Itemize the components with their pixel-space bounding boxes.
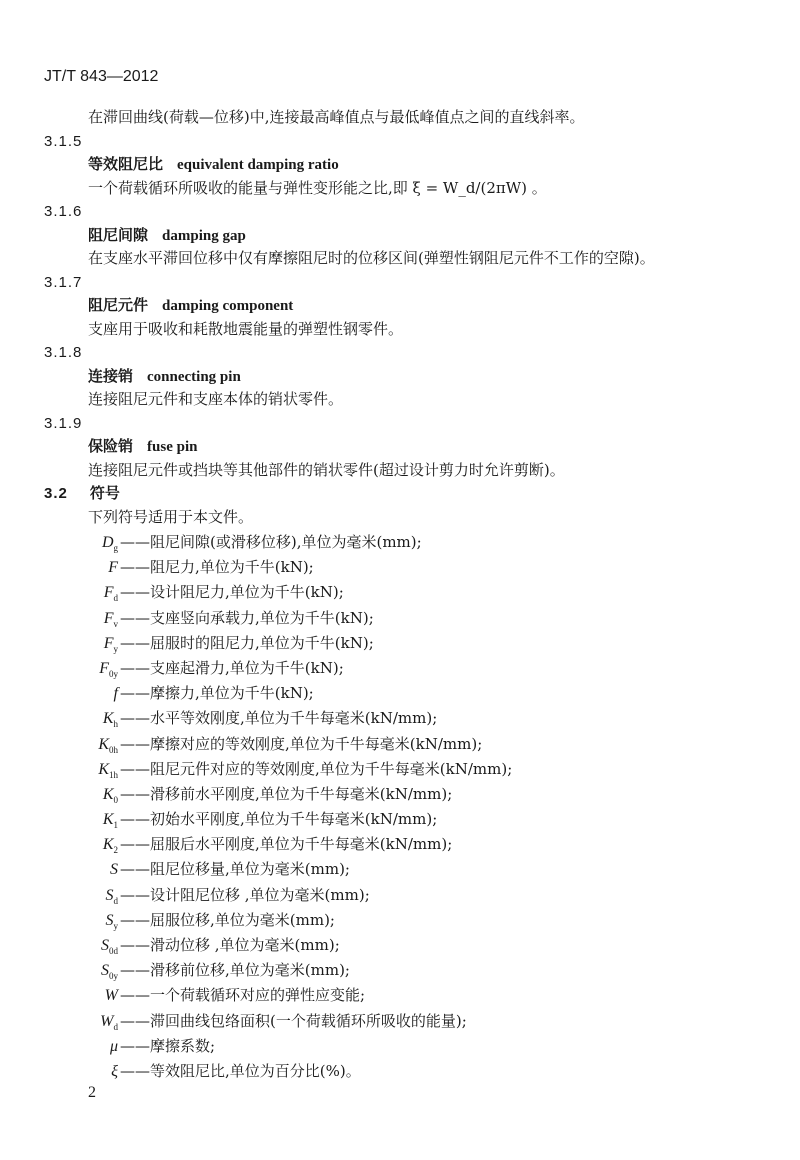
symbol-subscript: y [113, 643, 118, 654]
symbol-letter: F [99, 659, 109, 677]
symbol-description: ——摩擦系数; [120, 1036, 216, 1055]
symbol-row [60, 656, 512, 681]
symbol [60, 807, 118, 832]
symbol-row [60, 555, 512, 580]
symbol [60, 530, 118, 555]
symbol-description: ——初始水平刚度,单位为千牛每毫米(kN/mm); [120, 810, 438, 829]
symbol [60, 706, 118, 731]
symbol-subscript: 0h [109, 744, 118, 755]
symbol-row [60, 983, 512, 1008]
symbol-subscript: d [113, 895, 118, 906]
symbol-subscript: 2 [113, 845, 118, 856]
symbol-letter: K [102, 710, 114, 728]
symbol-description: ——滑动位移 ,单位为毫米(mm); [120, 936, 340, 954]
document-header: JT/T 843—2012 [44, 68, 159, 85]
term-heading [44, 153, 764, 177]
symbol-letter: F [108, 559, 118, 577]
term-chinese: 保险销 [88, 437, 134, 455]
symbols-intro: 下列符号适用于本文件。 [88, 507, 254, 526]
symbol-description: ——滑移前位移,单位为毫米(mm); [120, 961, 350, 980]
symbol [60, 832, 118, 857]
symbol-description: ——阻尼间隙(或滑移位移),单位为毫米(mm); [120, 533, 422, 551]
symbol-letter: F [103, 609, 114, 627]
symbol-letter: μ [109, 1037, 118, 1055]
term-definition: 支座用于吸收和耗散地震能量的弹塑性钢零件。 [88, 319, 404, 338]
section-number: 3.1.6 [44, 203, 83, 220]
symbol-letter: W [104, 987, 118, 1005]
symbol [60, 732, 118, 757]
intro-line: 在滞回曲线(荷载—位移)中,连接最高峰值点与最低峰值点之间的直线斜率。 [88, 108, 585, 126]
symbol-description: ——等效阻尼比,单位为百分比(%)。 [120, 1061, 361, 1080]
symbol-subscript: 1 [113, 820, 118, 831]
symbol [60, 555, 118, 580]
term-heading [44, 224, 764, 248]
symbol-row [60, 606, 512, 631]
term-definition: 连接阻尼元件和支座本体的销状零件。 [88, 390, 344, 408]
symbol-letter: S [101, 937, 109, 954]
symbol-description: ——一个荷载循环对应的弹性应变能; [120, 986, 366, 1005]
symbol [60, 857, 118, 882]
symbol-description: ——摩擦力,单位为千牛(kN); [120, 684, 314, 703]
section-number: 3.1.7 [44, 273, 83, 291]
term-english: equivalent damping ratio [177, 157, 339, 173]
symbol-description: ——滑移前水平刚度,单位为千牛每毫米(kN/mm); [120, 784, 453, 803]
symbol-row [60, 1059, 512, 1084]
symbol-row [60, 908, 512, 933]
symbols-heading-title: 符号 [89, 484, 120, 502]
term-english: fuse pin [147, 439, 198, 455]
symbol-row [60, 1009, 512, 1034]
symbol-subscript: d [113, 1021, 118, 1032]
symbol-row [60, 782, 512, 807]
symbols-heading-number: 3.2 [44, 485, 68, 502]
symbol-letter: f [113, 685, 118, 703]
symbol-description: ——阻尼位移量,单位为毫米(mm); [120, 860, 350, 879]
symbol [60, 1034, 118, 1059]
symbol-row [60, 757, 512, 782]
symbol-description: ——支座起滑力,单位为千牛(kN); [120, 658, 344, 677]
symbol-subscript: g [113, 543, 118, 554]
section-number: 3.1.8 [44, 344, 83, 361]
symbols-heading [44, 482, 764, 506]
symbol [60, 1009, 118, 1034]
symbol-letter: F [103, 584, 114, 602]
symbol-description: ——设计阻尼力,单位为千牛(kN); [120, 583, 344, 602]
term-chinese: 阻尼间隙 [88, 225, 149, 244]
symbol-subscript: 0y [109, 971, 118, 982]
symbol-row [60, 933, 512, 958]
term-heading [44, 435, 764, 459]
symbol-description: ——屈服位移,单位为毫米(mm); [120, 910, 335, 929]
symbol-subscript: 0 [113, 795, 118, 806]
symbol-subscript: 0y [109, 669, 118, 680]
symbol [60, 1059, 118, 1084]
symbol-letter: K [102, 811, 114, 829]
page-number: 2 [88, 1084, 96, 1101]
symbol-letter: D [101, 534, 114, 551]
symbol-row [60, 706, 512, 731]
symbol-letter: S [110, 861, 118, 879]
symbol-subscript: v [113, 618, 118, 629]
symbol-letter: S [105, 911, 114, 929]
symbol-letter: K [102, 785, 114, 803]
terms-section [44, 106, 764, 529]
symbol [60, 908, 118, 933]
symbol-row [60, 1034, 512, 1059]
term-chinese: 连接销 [88, 366, 134, 385]
symbol-subscript: 1h [109, 769, 118, 780]
term-english: connecting pin [147, 368, 241, 385]
symbol [60, 606, 118, 631]
symbol-description: ——滞回曲线包络面积(一个荷载循环所吸收的能量); [120, 1011, 467, 1030]
symbol-description: ——阻尼元件对应的等效刚度,单位为千牛每毫米(kN/mm); [120, 759, 513, 778]
term-heading [44, 365, 764, 389]
symbol-description: ——摩擦对应的等效刚度,单位为千牛每毫米(kN/mm); [120, 734, 483, 753]
symbol-letter: K [98, 735, 109, 753]
symbol-letter: S [105, 886, 114, 904]
term-definition: 连接阻尼元件或挡块等其他部件的销状零件(超过设计剪力时允许剪断)。 [88, 460, 565, 479]
symbol-letter: F [103, 634, 114, 652]
term-english: damping component [162, 298, 294, 314]
symbol-row [60, 631, 512, 656]
symbol-description: ——屈服后水平刚度,单位为千牛每毫米(kN/mm); [120, 835, 453, 854]
symbol-subscript: 0d [109, 946, 118, 957]
symbol [60, 681, 118, 706]
symbol [60, 933, 118, 958]
symbol-row [60, 832, 512, 857]
term-definition: 一个荷载循环所吸收的能量与弹性变形能之比,即 ξ = W_d/(2πW) 。 [88, 178, 547, 197]
symbol-subscript: h [113, 719, 118, 730]
section-number: 3.1.5 [44, 132, 83, 150]
symbol-subscript: d [113, 593, 118, 604]
symbol-row [60, 807, 512, 832]
term-heading [44, 294, 764, 318]
symbol-row [60, 580, 512, 605]
symbol-row [60, 883, 512, 908]
symbol [60, 883, 118, 908]
symbol-letter: ξ [111, 1062, 118, 1080]
symbol [60, 631, 118, 656]
symbol-description: ——阻尼力,单位为千牛(kN); [120, 558, 314, 577]
symbol [60, 983, 118, 1008]
symbol [60, 958, 118, 983]
symbol [60, 656, 118, 681]
symbol [60, 782, 118, 807]
term-chinese: 等效阻尼比 [88, 155, 164, 173]
symbol-row [60, 732, 512, 757]
symbol-letter: K [98, 760, 109, 778]
section-number: 3.1.9 [44, 414, 83, 432]
symbol-row [60, 958, 512, 983]
symbols-list [60, 530, 512, 1084]
symbol-description: ——支座竖向承载力,单位为千牛(kN); [120, 608, 374, 627]
term-chinese: 阻尼元件 [88, 296, 149, 314]
term-english: damping gap [162, 227, 246, 244]
symbol-subscript: y [113, 921, 118, 931]
symbol [60, 580, 118, 605]
symbol-description: ——设计阻尼位移 ,单位为毫米(mm); [120, 885, 370, 904]
symbol-row [60, 857, 512, 882]
symbol-row [60, 681, 512, 706]
symbol-letter: K [102, 836, 114, 854]
symbol-letter: S [101, 962, 109, 980]
term-definition: 在支座水平滞回位移中仅有摩擦阻尼时的位移区间(弹塑性钢阻尼元件不工作的空隙)。 [88, 249, 655, 267]
symbol-letter: W [100, 1012, 114, 1030]
symbol-description: ——屈服时的阻尼力,单位为千牛(kN); [120, 633, 374, 652]
symbol-description: ——水平等效刚度,单位为千牛每毫米(kN/mm); [120, 709, 438, 728]
symbol-row [60, 530, 512, 555]
symbol [60, 757, 118, 782]
